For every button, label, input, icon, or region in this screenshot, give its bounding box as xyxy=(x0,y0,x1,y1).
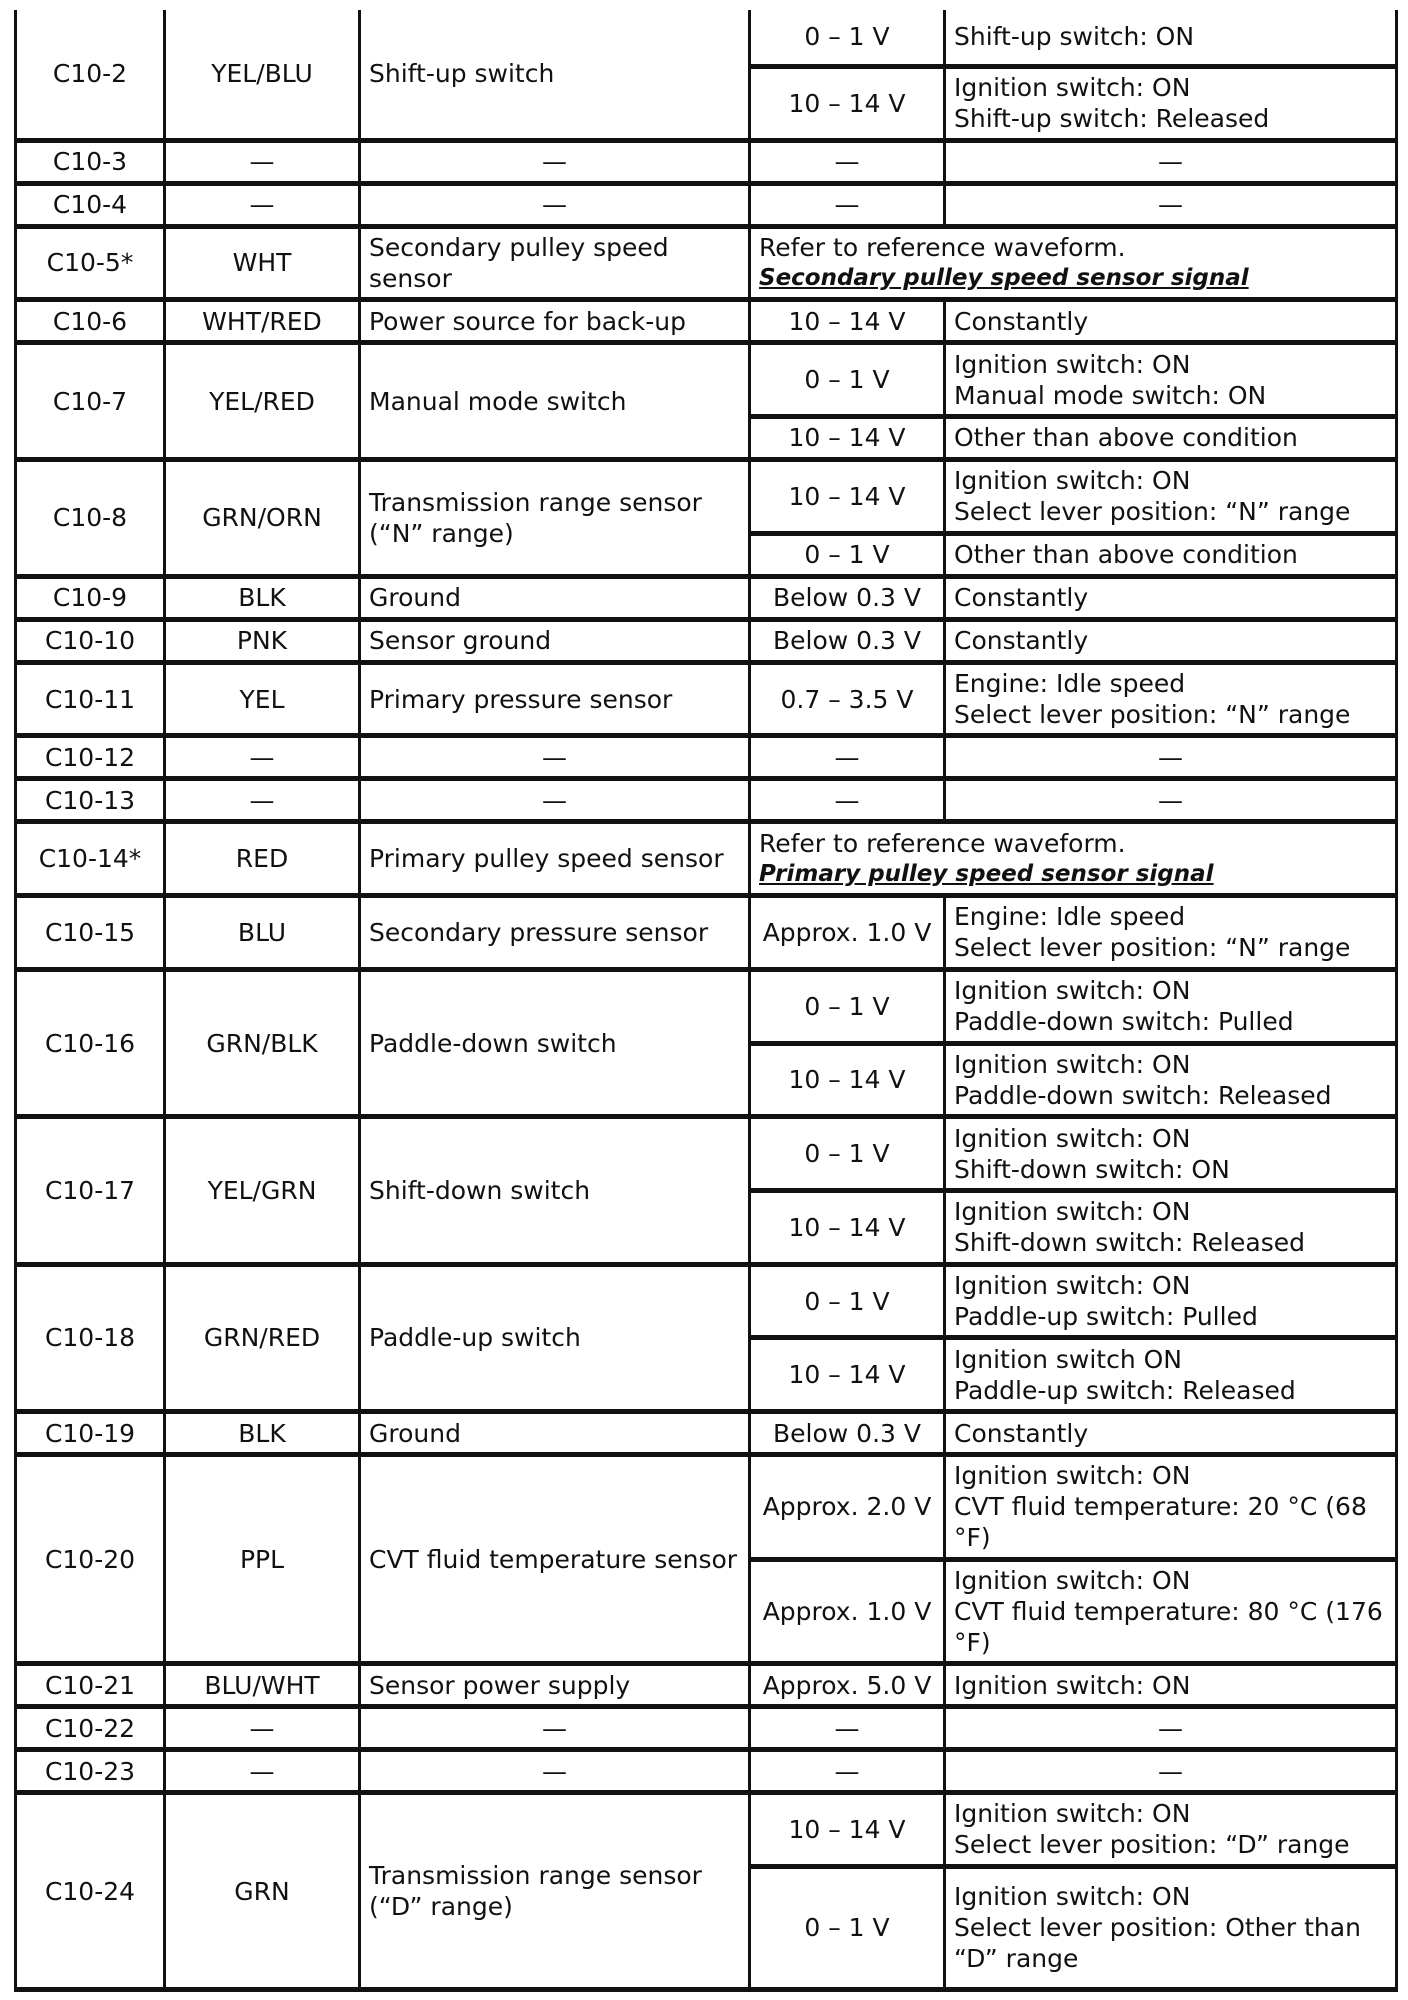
condition-line: Select lever position: “N” range xyxy=(954,933,1351,963)
condition-line: Shift-up switch: ON xyxy=(954,22,1195,52)
terminal-cell: C10-20 xyxy=(16,1455,165,1664)
condition-line: Select lever position: “N” range xyxy=(954,700,1351,730)
description-cell: Primary pulley speed sensor xyxy=(360,822,750,896)
table-row xyxy=(16,779,1397,822)
reference-waveform-link[interactable]: Secondary pulley speed sensor signal xyxy=(759,264,1249,291)
condition-cell xyxy=(945,1412,1397,1455)
terminal-cell: C10-21 xyxy=(16,1664,165,1707)
condition-line: Ignition switch: ON xyxy=(954,976,1191,1006)
terminal-cell: C10-11 xyxy=(16,662,165,736)
table-row xyxy=(16,300,1397,343)
description-cell: Shift-up switch xyxy=(360,10,750,140)
condition-line: — xyxy=(1158,1713,1183,1743)
wire-color-cell: — xyxy=(165,736,360,779)
wire-color-cell: — xyxy=(165,140,360,183)
condition-line: Paddle-up switch: Released xyxy=(954,1375,1296,1405)
condition-cell xyxy=(945,1117,1397,1191)
voltage-cell: — xyxy=(750,1750,945,1793)
condition-line: Select lever position: “D” range xyxy=(954,1830,1350,1860)
terminal-cell: C10-6 xyxy=(16,300,165,343)
condition-cell xyxy=(945,896,1397,970)
condition-line: Ignition switch: ON xyxy=(954,1271,1191,1301)
description-cell: — xyxy=(360,183,750,226)
condition-cell xyxy=(945,183,1397,226)
table-row xyxy=(16,1664,1397,1707)
table-row xyxy=(16,1793,1397,1867)
condition-cell xyxy=(945,1664,1397,1707)
condition-cell xyxy=(945,1455,1397,1559)
voltage-cell: 0 – 1 V xyxy=(750,533,945,576)
terminal-cell: C10-17 xyxy=(16,1117,165,1264)
wire-color-cell: BLU/WHT xyxy=(165,1664,360,1707)
table-row xyxy=(16,576,1397,619)
condition-line: Shift-down switch: Released xyxy=(954,1228,1305,1258)
condition-line: Ignition switch: ON xyxy=(954,1049,1191,1079)
wire-color-cell: PPL xyxy=(165,1455,360,1664)
description-cell: Paddle-up switch xyxy=(360,1264,750,1411)
wire-color-cell: — xyxy=(165,1707,360,1750)
voltage-cell: 10 – 14 V xyxy=(750,1338,945,1412)
table-row xyxy=(16,1264,1397,1338)
terminal-cell: C10-24 xyxy=(16,1793,165,1990)
condition-line: Ignition switch ON xyxy=(954,1344,1183,1374)
condition-line: CVT fluid temperature: 80 °C (176 °F) xyxy=(954,1596,1383,1657)
description-cell: Transmission range sensor (“N” range) xyxy=(360,459,750,576)
condition-line: Ignition switch: ON xyxy=(954,1670,1191,1700)
terminal-cell: C10-19 xyxy=(16,1412,165,1455)
voltage-cell: 10 – 14 V xyxy=(750,300,945,343)
condition-line: Paddle-down switch: Pulled xyxy=(954,1007,1294,1037)
condition-cell xyxy=(945,1191,1397,1265)
terminal-cell: C10-7 xyxy=(16,343,165,460)
reference-waveform-link[interactable]: Primary pulley speed sensor signal xyxy=(759,860,1214,887)
condition-cell xyxy=(945,662,1397,736)
table-row xyxy=(16,183,1397,226)
condition-line: Constantly xyxy=(954,1418,1089,1448)
voltage-cell: Below 0.3 V xyxy=(750,1412,945,1455)
table-row xyxy=(16,662,1397,736)
description-cell: — xyxy=(360,140,750,183)
condition-line: — xyxy=(1158,742,1183,772)
voltage-cell: 10 – 14 V xyxy=(750,416,945,459)
condition-line: Ignition switch: ON xyxy=(954,1461,1191,1491)
reference-text: Refer to reference waveform. xyxy=(759,828,1126,858)
voltage-cell: — xyxy=(750,736,945,779)
condition-line: Ignition switch: ON xyxy=(954,73,1191,103)
condition-cell xyxy=(945,1338,1397,1412)
condition-cell xyxy=(945,1043,1397,1117)
condition-cell xyxy=(945,533,1397,576)
condition-line: Ignition switch: ON xyxy=(954,1799,1191,1829)
condition-line: Ignition switch: ON xyxy=(954,1882,1191,1912)
terminal-cell: C10-12 xyxy=(16,736,165,779)
wire-color-cell: YEL/RED xyxy=(165,343,360,460)
terminal-cell: C10-22 xyxy=(16,1707,165,1750)
voltage-cell: 0 – 1 V xyxy=(750,10,945,66)
condition-line: Ignition switch: ON xyxy=(954,466,1191,496)
condition-cell xyxy=(945,343,1397,417)
condition-line: Ignition switch: ON xyxy=(954,1197,1191,1227)
table-row xyxy=(16,140,1397,183)
condition-cell xyxy=(945,1750,1397,1793)
table-row xyxy=(16,822,1397,896)
voltage-cell: 10 – 14 V xyxy=(750,66,945,140)
description-cell: — xyxy=(360,1707,750,1750)
condition-cell xyxy=(945,10,1397,66)
description-cell: CVT fluid temperature sensor xyxy=(360,1455,750,1664)
voltage-cell: — xyxy=(750,779,945,822)
description-cell: — xyxy=(360,1750,750,1793)
condition-cell xyxy=(945,1559,1397,1663)
terminal-table xyxy=(14,10,1398,1992)
condition-line: Manual mode switch: ON xyxy=(954,380,1267,410)
table-row xyxy=(16,896,1397,970)
description-cell: Manual mode switch xyxy=(360,343,750,460)
condition-line: Ignition switch: ON xyxy=(954,1565,1191,1595)
condition-cell xyxy=(945,66,1397,140)
condition-line: Engine: Idle speed xyxy=(954,902,1186,932)
voltage-cell: 0 – 1 V xyxy=(750,1264,945,1338)
wire-color-cell: — xyxy=(165,779,360,822)
voltage-cell: 0 – 1 V xyxy=(750,969,945,1043)
condition-cell xyxy=(945,416,1397,459)
description-cell: Sensor power supply xyxy=(360,1664,750,1707)
table-row xyxy=(16,736,1397,779)
terminal-cell: C10-15 xyxy=(16,896,165,970)
wire-color-cell: GRN/RED xyxy=(165,1264,360,1411)
condition-cell xyxy=(945,969,1397,1043)
table-row xyxy=(16,226,1397,300)
condition-cell xyxy=(945,140,1397,183)
condition-line: Constantly xyxy=(954,583,1089,613)
terminal-cell: C10-8 xyxy=(16,459,165,576)
condition-cell xyxy=(945,1264,1397,1338)
table-row xyxy=(16,619,1397,662)
voltage-cell: Approx. 1.0 V xyxy=(750,1559,945,1663)
table-row xyxy=(16,459,1397,533)
wire-color-cell: WHT/RED xyxy=(165,300,360,343)
condition-line: — xyxy=(1158,1756,1183,1786)
wire-color-cell: GRN/ORN xyxy=(165,459,360,576)
condition-cell xyxy=(945,619,1397,662)
description-cell: Secondary pressure sensor xyxy=(360,896,750,970)
condition-line: Shift-up switch: Released xyxy=(954,104,1270,134)
condition-line: Other than above condition xyxy=(954,540,1298,570)
description-cell: Secondary pulley speed sensor xyxy=(360,226,750,300)
voltage-cell: — xyxy=(750,183,945,226)
wire-color-cell: PNK xyxy=(165,619,360,662)
voltage-cell: Approx. 1.0 V xyxy=(750,896,945,970)
description-cell: Ground xyxy=(360,576,750,619)
condition-line: Ignition switch: ON xyxy=(954,349,1191,379)
condition-line: Other than above condition xyxy=(954,423,1298,453)
voltage-cell: Below 0.3 V xyxy=(750,576,945,619)
table-row xyxy=(16,1750,1397,1793)
wire-color-cell: GRN xyxy=(165,1793,360,1990)
description-cell: — xyxy=(360,736,750,779)
condition-line: — xyxy=(1158,147,1183,177)
condition-line: — xyxy=(1158,190,1183,220)
condition-line: Constantly xyxy=(954,626,1089,656)
condition-line: Engine: Idle speed xyxy=(954,669,1186,699)
condition-line: Paddle-down switch: Released xyxy=(954,1080,1332,1110)
wire-color-cell: YEL xyxy=(165,662,360,736)
voltage-cell: Approx. 5.0 V xyxy=(750,1664,945,1707)
voltage-cell: 10 – 14 V xyxy=(750,1043,945,1117)
terminal-cell: C10-10 xyxy=(16,619,165,662)
condition-line: — xyxy=(1158,785,1183,815)
condition-cell xyxy=(945,1793,1397,1867)
table-row xyxy=(16,1117,1397,1191)
description-cell: Shift-down switch xyxy=(360,1117,750,1264)
description-cell: Primary pressure sensor xyxy=(360,662,750,736)
voltage-cell: 10 – 14 V xyxy=(750,1793,945,1867)
terminal-cell: C10-18 xyxy=(16,1264,165,1411)
description-cell: Paddle-down switch xyxy=(360,969,750,1116)
table-row xyxy=(16,343,1397,417)
terminal-cell: C10-4 xyxy=(16,183,165,226)
condition-line: Select lever position: “N” range xyxy=(954,497,1351,527)
description-cell: Transmission range sensor (“D” range) xyxy=(360,1793,750,1990)
voltage-cell: — xyxy=(750,140,945,183)
condition-cell xyxy=(945,1707,1397,1750)
table-row xyxy=(16,10,1397,66)
description-cell: Sensor ground xyxy=(360,619,750,662)
wire-color-cell: BLU xyxy=(165,896,360,970)
table-row xyxy=(16,1455,1397,1559)
condition-cell xyxy=(945,1866,1397,1989)
condition-line: Paddle-up switch: Pulled xyxy=(954,1302,1258,1332)
wire-color-cell: — xyxy=(165,183,360,226)
table-row xyxy=(16,1412,1397,1455)
condition-line: Shift-down switch: ON xyxy=(954,1154,1230,1184)
table-row xyxy=(16,969,1397,1043)
voltage-cell: — xyxy=(750,1707,945,1750)
wire-color-cell: RED xyxy=(165,822,360,896)
description-cell: — xyxy=(360,779,750,822)
voltage-cell: Below 0.3 V xyxy=(750,619,945,662)
voltage-cell: 0 – 1 V xyxy=(750,1117,945,1191)
terminal-cell: C10-3 xyxy=(16,140,165,183)
condition-cell xyxy=(945,576,1397,619)
terminal-cell: C10-5* xyxy=(16,226,165,300)
voltage-cell: 0.7 – 3.5 V xyxy=(750,662,945,736)
terminal-cell: C10-13 xyxy=(16,779,165,822)
wire-color-cell: WHT xyxy=(165,226,360,300)
terminal-cell: C10-23 xyxy=(16,1750,165,1793)
condition-cell xyxy=(945,736,1397,779)
condition-cell xyxy=(945,779,1397,822)
wire-color-cell: BLK xyxy=(165,1412,360,1455)
condition-line: Ignition switch: ON xyxy=(954,1123,1191,1153)
reference-text: Refer to reference waveform. xyxy=(759,232,1126,262)
description-cell: Power source for back-up xyxy=(360,300,750,343)
wire-color-cell: — xyxy=(165,1750,360,1793)
voltage-cell: 0 – 1 V xyxy=(750,1866,945,1989)
wire-color-cell: GRN/BLK xyxy=(165,969,360,1116)
voltage-cell: 10 – 14 V xyxy=(750,1191,945,1265)
condition-line: CVT fluid temperature: 20 °C (68 °F) xyxy=(954,1492,1367,1553)
voltage-cell: 10 – 14 V xyxy=(750,459,945,533)
wire-color-cell: YEL/BLU xyxy=(165,10,360,140)
reference-cell xyxy=(750,822,1397,896)
terminal-cell: C10-2 xyxy=(16,10,165,140)
wire-color-cell: YEL/GRN xyxy=(165,1117,360,1264)
reference-cell xyxy=(750,226,1397,300)
condition-cell xyxy=(945,459,1397,533)
terminal-cell: C10-14* xyxy=(16,822,165,896)
terminal-cell: C10-9 xyxy=(16,576,165,619)
voltage-cell: Approx. 2.0 V xyxy=(750,1455,945,1559)
description-cell: Ground xyxy=(360,1412,750,1455)
condition-cell xyxy=(945,300,1397,343)
voltage-cell: 0 – 1 V xyxy=(750,343,945,417)
condition-line: Select lever position: Other than “D” range xyxy=(954,1913,1361,1974)
wire-color-cell: BLK xyxy=(165,576,360,619)
terminal-cell: C10-16 xyxy=(16,969,165,1116)
condition-line: Constantly xyxy=(954,306,1089,336)
table-row xyxy=(16,1707,1397,1750)
